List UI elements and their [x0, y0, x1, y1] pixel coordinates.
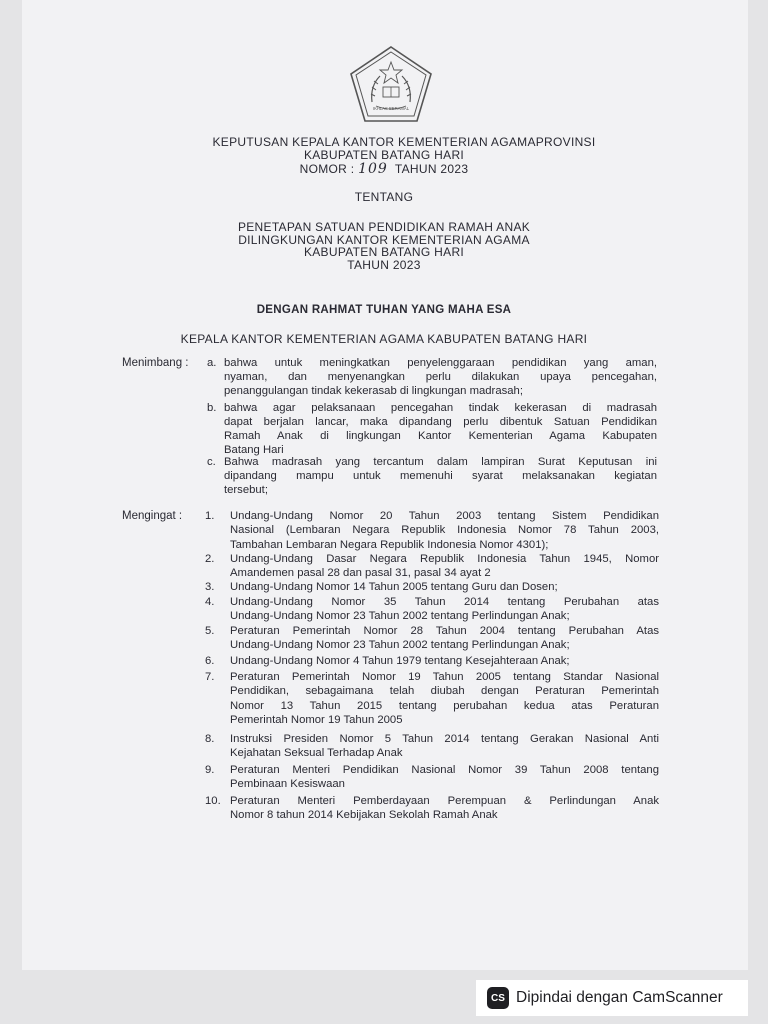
list-item-line: Bahwa madrasah yang tercantum dalam lampiran Surat Keputusan ini — [224, 456, 657, 468]
nomor-prefix: NOMOR : — [299, 162, 359, 176]
list-marker: 1. — [205, 510, 215, 522]
camscanner-icon: CS — [487, 987, 509, 1009]
list-marker: 10. — [205, 795, 221, 807]
list-item-line: Undang-Undang Nomor 14 Tahun 2005 tentang Guru dan Dosen; — [230, 581, 558, 593]
list-item-line: Amandemen pasal 28 dan pasal 31, pasal 34 ayat 2 — [230, 567, 491, 580]
list-item-line: Pendidikan, sebagaimana telah diubah dengan Peraturan Pemerintah — [230, 685, 659, 698]
list-item-line: Peraturan Menteri Pendidikan Nasional Nomor 39 Tahun 2008 tentang — [230, 764, 659, 776]
subject-line: DILINGKUNGAN KANTOR KEMENTERIAN AGAMA — [238, 232, 530, 247]
list-item-line: Kejahatan Seksual Terhadap Anak — [230, 747, 403, 760]
logo-motto-text: IKHLAS BERAMAL — [372, 106, 410, 111]
nomor-suffix: TAHUN 2023 — [387, 162, 469, 176]
list-marker: 2. — [205, 553, 215, 565]
camscanner-watermark — [476, 980, 748, 1016]
decree-subject — [0, 221, 768, 271]
list-item-line: Pemerintah Nomor 19 Tahun 2005 — [230, 713, 403, 726]
camscanner-text: Dipindai dengan CamScanner — [516, 989, 723, 1006]
list-item-line: Pembinaan Kesiswaan — [230, 778, 345, 791]
list-item-line: Instruksi Presiden Nomor 5 Tahun 2014 tentang Gerakan Nasional Anti — [230, 733, 659, 745]
list-item-line: Nomor 13 Tahun 2015 tentang perubahan kedua atas Peraturan — [230, 699, 659, 712]
list-item-line: Undang-Undang Nomor 23 Tahun 2002 tentang Perlindungan Anak; — [230, 610, 570, 623]
mengingat-label: Mengingat : — [122, 510, 183, 522]
list-item-line: Nasional (Lembaran Negara Republik Indonesia Nomor 78 Tahun 2003, — [230, 524, 659, 537]
list-item-text — [230, 655, 659, 669]
rahmat-heading: DENGAN RAHMAT TUHAN YANG MAHA ESA — [256, 304, 512, 316]
list-item-text — [230, 581, 659, 595]
list-marker: 3. — [205, 581, 215, 593]
decree-title-line1: KEPUTUSAN KEPALA KANTOR KEMENTERIAN AGAMAPROVINSI — [212, 135, 596, 149]
list-item-text — [230, 510, 659, 553]
list-item-line: Nomor 8 tahun 2014 Kebijakan Sekolah Ramah Anak — [230, 809, 498, 822]
decree-title-line2: KABUPATEN BATANG HARI — [303, 148, 465, 162]
list-item-line: Undang-Undang Nomor 20 Tahun 2003 tentang Sistem Pendidikan — [230, 510, 659, 522]
list-item-text — [224, 402, 657, 458]
nomor-handwritten-value: 109 — [358, 161, 388, 177]
list-item-line: dipandang mampu untuk memenuhi syarat melaksanakan kegiatan — [224, 470, 657, 483]
list-item-line: Peraturan Pemerintah Nomor 28 Tahun 2004 tentang Perubahan Atas — [230, 625, 659, 637]
list-marker: b. — [207, 402, 217, 414]
list-item-text — [230, 795, 659, 824]
list-marker: 5. — [205, 625, 215, 637]
list-item-line: Undang-Undang Dasar Negara Republik Indonesia Tahun 1945, Nomor — [230, 553, 659, 565]
list-item-text — [230, 553, 659, 582]
list-item-line: Undang-Undang Nomor 4 Tahun 1979 tentang Kesejahteraan Anak; — [230, 655, 570, 667]
subject-line: TAHUN 2023 — [347, 257, 421, 272]
menimbang-label: Menimbang : — [122, 357, 189, 369]
kepala-heading: KEPALA KANTOR KEMENTERIAN AGAMA KABUPATEN BATANG HARI — [180, 332, 588, 346]
list-marker: 7. — [205, 671, 215, 683]
list-marker: 6. — [205, 655, 215, 667]
kemenag-emblem-logo — [348, 44, 434, 124]
list-item-text — [230, 625, 659, 654]
list-item-line: Tambahan Lembaran Negara Republik Indonesia Nomor 4301); — [230, 538, 549, 551]
list-marker: 9. — [205, 764, 215, 776]
list-marker: 8. — [205, 733, 215, 745]
list-item-line: tersebut; — [224, 484, 268, 497]
subject-line: KABUPATEN BATANG HARI — [303, 245, 465, 260]
list-item-line: Undang-Undang Nomor 35 Tahun 2014 tentang Perubahan atas — [230, 596, 659, 608]
list-item-line: Peraturan Menteri Pemberdayaan Perempuan & Perlindungan Anak — [230, 795, 659, 807]
list-item-line: Batang Hari — [224, 444, 284, 457]
list-item-line: dapat berjalan lancar, maka dipandang perlu dibentuk Satuan Pendidikan — [224, 416, 657, 429]
list-marker: 4. — [205, 596, 215, 608]
list-item-line: nyaman, dan menyenangkan perlu dilakukan upaya pencegahan, — [224, 371, 657, 384]
list-item-text — [230, 596, 659, 625]
list-item-line: Undang-Undang Nomor 23 Tahun 2002 tentang Perlindungan Anak; — [230, 639, 570, 652]
list-item-text — [224, 456, 657, 498]
list-marker: a. — [207, 357, 217, 369]
list-item-text — [230, 764, 659, 793]
tentang-heading: TENTANG — [354, 190, 414, 204]
decree-number — [0, 162, 768, 176]
list-item-text — [230, 671, 659, 728]
list-item-line: Peraturan Pemerintah Nomor 19 Tahun 2005 tentang Standar Nasional — [230, 671, 659, 683]
subject-line: PENETAPAN SATUAN PENDIDIKAN RAMAH ANAK — [237, 220, 531, 234]
list-item-line: bahwa untuk meningkatkan penyelenggaraan pendidikan yang aman, — [224, 357, 657, 369]
list-item-line: bahwa agar pelaksanaan pencegahan tindak kekerasan di madrasah — [224, 402, 657, 414]
list-item-line: penanggulangan tindak kekerasab di lingkungan madrasah; — [224, 385, 523, 398]
list-item-text — [224, 357, 657, 399]
list-item-line: Ramah Anak di lingkungan Kantor Kementerian Agama Kabupaten — [224, 430, 657, 443]
list-marker: c. — [207, 456, 216, 468]
list-item-text — [230, 733, 659, 762]
